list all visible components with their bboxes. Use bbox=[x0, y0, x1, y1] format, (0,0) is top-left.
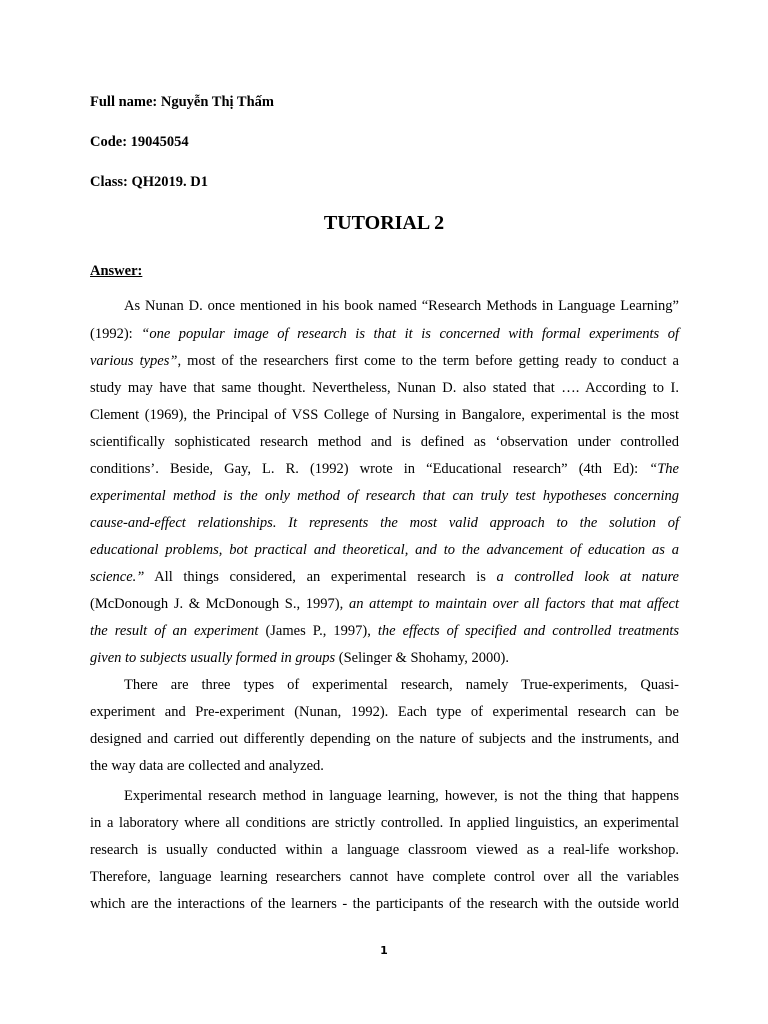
paragraph-line bbox=[90, 407, 679, 424]
text-span: study may have that same thought. Nevertheless, Nunan D. also stated that …. According to I. bbox=[90, 380, 679, 396]
text-span: Therefore, language learning researchers cannot have complete control over all the variables bbox=[90, 869, 679, 885]
page-title: TUTORIAL 2 bbox=[323, 212, 445, 234]
text-span: research is usually conducted within a language classroom viewed as a real-life workshop. bbox=[90, 842, 679, 858]
paragraph-line bbox=[90, 650, 679, 667]
text-span: designed and carried out differently depending on the nature of subjects and the instruments, and bbox=[90, 731, 679, 747]
italic-quote-span: the effects of specified and controlled treatments bbox=[377, 623, 679, 639]
paragraph-line bbox=[90, 623, 679, 640]
paragraph-line bbox=[90, 380, 679, 397]
text-span: (James P., 1997), bbox=[258, 623, 378, 639]
text-span: There are three types of experimental research, namely True-experiments, Quasi- bbox=[124, 677, 679, 693]
paragraph-line bbox=[90, 461, 679, 478]
full-name-line: Full name: Nguyễn Thị Thấm bbox=[90, 94, 274, 110]
text-span: (1992): bbox=[90, 326, 142, 342]
italic-quote-span: educational problems, bot practical and theoretical, and to the advancement of education as a bbox=[90, 542, 679, 558]
paragraph-line bbox=[90, 869, 679, 886]
text-span: (McDonough J. & McDonough S., 1997), bbox=[90, 596, 349, 612]
paragraph-line bbox=[90, 596, 679, 613]
italic-quote-span: the result of an experiment bbox=[90, 623, 259, 639]
text-span: All things considered, an experimental research is bbox=[144, 569, 497, 585]
text-span: which are the interactions of the learners - the participants of the research with the outside world bbox=[90, 896, 679, 912]
answer-label: Answer: bbox=[90, 263, 143, 279]
paragraph-line bbox=[90, 353, 679, 370]
paragraph-line bbox=[124, 677, 679, 694]
italic-quote-span: science.” bbox=[90, 569, 145, 585]
page-number: 1 bbox=[380, 944, 388, 957]
paragraph-line bbox=[90, 488, 679, 505]
paragraph-line bbox=[90, 815, 679, 832]
paragraph-line bbox=[90, 896, 679, 913]
text-span: conditions’. Beside, Gay, L. R. (1992) wrote in “Educational research” (4th Ed): bbox=[90, 461, 650, 477]
italic-quote-span: given to subjects usually formed in groups bbox=[90, 650, 336, 666]
paragraph-line bbox=[90, 434, 679, 451]
italic-quote-span: an attempt to maintain over all factors that mat affect bbox=[348, 596, 679, 612]
italic-quote-span: cause-and-effect relationships. It represents the most valid approach to the solution of bbox=[90, 515, 679, 531]
paragraph-line bbox=[90, 842, 679, 859]
code-line: Code: 19045054 bbox=[90, 134, 189, 150]
paragraph-line bbox=[90, 731, 679, 748]
text-span: scientifically sophisticated research method and is defined as ‘observation under controlled bbox=[90, 434, 679, 450]
paragraph-line bbox=[124, 788, 679, 805]
paragraph-line bbox=[90, 569, 679, 586]
paragraph-line bbox=[90, 542, 679, 559]
italic-quote-span: “one popular image of research is that it is concerned with formal experiments of bbox=[141, 326, 680, 342]
text-span: experiment and Pre-experiment (Nunan, 1992). Each type of experimental research can be bbox=[90, 704, 679, 720]
italic-quote-span: a controlled look at nature bbox=[496, 569, 679, 585]
paragraph-line bbox=[90, 758, 679, 775]
paragraph-line bbox=[90, 326, 679, 343]
class-line: Class: QH2019. D1 bbox=[90, 174, 209, 190]
text-span: Clement (1969), the Principal of VSS College of Nursing in Bangalore, experimental is the most bbox=[90, 407, 679, 423]
italic-quote-span: experimental method is the only method of research that can truly test hypotheses concerning bbox=[90, 488, 679, 504]
paragraph-line bbox=[124, 298, 679, 315]
text-span: Experimental research method in language learning, however, is not the thing that happens bbox=[124, 788, 679, 804]
text-span: (Selinger & Shohamy, 2000). bbox=[335, 650, 509, 666]
italic-quote-span: “The bbox=[649, 461, 679, 477]
text-span: in a laboratory where all conditions are strictly controlled. In applied linguistics, an experimental bbox=[90, 815, 679, 831]
paragraph-line bbox=[90, 515, 679, 532]
paragraph-line bbox=[90, 704, 679, 721]
text-span: the way data are collected and analyzed. bbox=[90, 758, 324, 774]
text-span: , most of the researchers first come to the term before getting ready to conduct a bbox=[177, 353, 679, 369]
text-span: As Nunan D. once mentioned in his book named “Research Methods in Language Learning” bbox=[124, 298, 679, 314]
italic-quote-span: various types” bbox=[90, 353, 178, 369]
